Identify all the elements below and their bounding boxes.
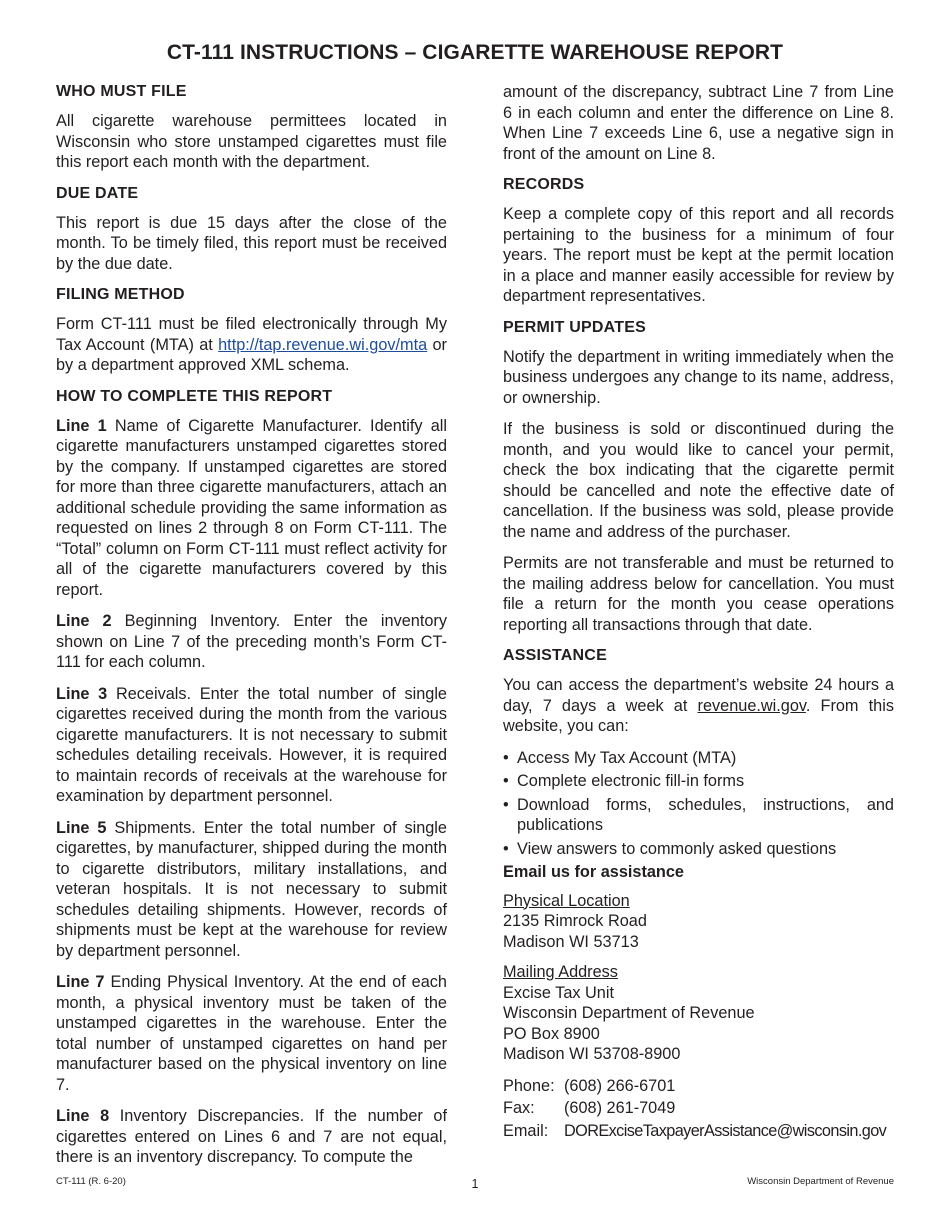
how-to-complete-heading: HOW TO COMPLETE THIS REPORT	[56, 387, 333, 405]
fax-number: (608) 261-7049	[564, 1099, 676, 1117]
list-item: • Complete electronic fill-in forms	[503, 772, 745, 790]
form-revision: CT-111 (R. 6-20)	[56, 1176, 126, 1187]
due-date-text: This report is due 15 days after the close of the month. To be timely filed, this report must be received by the due date.	[56, 213, 447, 273]
who-must-file-text: All cigarette warehouse permittees located in Wisconsin who store unstamped cigarettes must file this report each month with the department.	[56, 112, 447, 171]
left-column	[56, 82, 447, 1179]
bullet-icon: •	[503, 839, 509, 858]
address-line: Wisconsin Department of Revenue	[503, 1004, 755, 1022]
records-text: Keep a complete copy of this report and all records pertaining to the business for a minimum of four years. The report must be kept at the permit location in a place and manner easily accessible for review by department representatives.	[503, 205, 894, 305]
address-line: 2135 Rimrock Road	[503, 912, 647, 930]
assistance-text: You can access the department’s website 24 hours a day, 7 days a week at revenue.wi.gov. From this website, you can:	[503, 676, 894, 735]
bullet-icon: •	[503, 795, 509, 814]
phone-row	[503, 1075, 894, 1098]
permit-updates-heading: PERMIT UPDATES	[503, 318, 646, 336]
line-3-instruction: Line 3 Receivals. Enter the total number of single cigarettes received during the month from the various cigarette manufacturers. It is not necessary to submit schedules detailing receivals. However, it is required to maintain records of receivals at the warehouse for examination by department personnel.	[56, 684, 447, 805]
permit-updates-paragraph: If the business is sold or discontinued during the month, and you would like to cancel your permit, check the box indicating that the cigarette permit should be cancelled and note the effective date of cancellation. If the business was sold, please provide the name and address of the purchaser.	[503, 420, 894, 541]
who-must-file-heading: WHO MUST FILE	[56, 83, 187, 100]
email-address[interactable]: DORExciseTaxpayerAssistance@wisconsin.gov	[564, 1121, 887, 1140]
physical-location-label: Physical Location	[503, 891, 630, 910]
filing-method-heading: FILING METHOD	[56, 286, 185, 303]
line-7-instruction: Line 7 Ending Physical Inventory. At the end of each month, a physical inventory must be taken of the unstamped cigarettes in the warehouse. Enter the total number of unstamped cigarettes on hand per manufacturer based on the physical inventory on line 7.	[56, 973, 447, 1094]
fax-row	[503, 1097, 894, 1120]
list-item: • Access My Tax Account (MTA)	[503, 748, 737, 767]
mta-link[interactable]: http://tap.revenue.wi.gov/mta	[218, 335, 428, 354]
permit-updates-paragraph: Permits are not transferable and must be returned to the mailing address below for cancellation. You must file a return for the month you cease operations reporting all transactions through that date.	[503, 554, 894, 634]
address-line: Excise Tax Unit	[503, 983, 614, 1002]
line-8-instruction: Line 8 Inventory Discrepancies. If the number of cigarettes entered on Lines 6 and 7 are not equal, there is an inventory discrepancy. To compute the	[56, 1107, 447, 1166]
line-1-instruction: Line 1 Name of Cigarette Manufacturer. Identify all cigarette manufacturers unstamped cigarettes stored by the company. If unstamped cigarettes are stored for more than three cigarette manufacturers, attach an additional schedule providing the same information as requested on lines 2 through 8 on Form CT-111. The “Total” column on Form CT-111 must reflect activity for all of the cigarette manufacturers covered by this report.	[56, 416, 447, 599]
due-date-heading: DUE DATE	[56, 184, 139, 202]
phone-number: (608) 266-6701	[564, 1076, 676, 1095]
revenue-website-link[interactable]: revenue.wi.gov	[697, 696, 806, 715]
mailing-address	[503, 962, 894, 1065]
agency-name: Wisconsin Department of Revenue	[747, 1176, 894, 1187]
page-number: 1	[471, 1177, 479, 1191]
email-label: Email:	[503, 1121, 549, 1140]
fax-label: Fax:	[503, 1099, 535, 1117]
permit-updates-paragraph: Notify the department in writing immediately when the business undergoes any change to its name, address, or ownership.	[503, 347, 894, 407]
mailing-address-label: Mailing Address	[503, 963, 618, 981]
bullet-icon: •	[503, 748, 509, 767]
email-row	[503, 1120, 894, 1143]
records-heading: RECORDS	[503, 176, 585, 193]
page-title: CT-111 INSTRUCTIONS – CIGARETTE WAREHOUSE REPORT	[166, 41, 784, 64]
filing-method-text: Form CT-111 must be filed electronically through My Tax Account (MTA) at http://tap.revenue.wi.gov/mta or by a department approved XML schema.	[56, 315, 447, 374]
bullet-icon: •	[503, 772, 509, 790]
assistance-heading: ASSISTANCE	[503, 647, 607, 664]
line-8-continued: amount of the discrepancy, subtract Line 7 from Line 6 in each column and enter the difference on Line 8. When Line 7 exceeds Line 6, use a negative sign in front of the amount on Line 8.	[503, 83, 894, 163]
assistance-list	[503, 748, 894, 860]
email-assistance-heading: Email us for assistance	[503, 863, 684, 881]
physical-location	[503, 891, 894, 953]
line-2-instruction: Line 2 Beginning Inventory. Enter the inventory shown on Line 7 of the preceding month’s Form CT-111 for each column.	[56, 612, 447, 671]
phone-label: Phone:	[503, 1076, 555, 1095]
right-column	[503, 82, 894, 1142]
address-line: Madison WI 53713	[503, 932, 639, 951]
address-line: PO Box 8900	[503, 1024, 600, 1043]
address-line: Madison WI 53708-8900	[503, 1045, 681, 1063]
line-5-instruction: Line 5 Shipments. Enter the total number of single cigarettes, by manufacturer, shipped during the month to cigarette distributors, military installations, and veteran hospitals. It is not necessary to submit schedules detailing shipments. However, records of shipments must be kept at the warehouse for review by department personnel.	[56, 818, 447, 960]
contact-info	[503, 1075, 894, 1143]
list-item: • Download forms, schedules, instructions, and publications	[503, 795, 894, 834]
list-item: • View answers to commonly asked questions	[503, 839, 837, 858]
